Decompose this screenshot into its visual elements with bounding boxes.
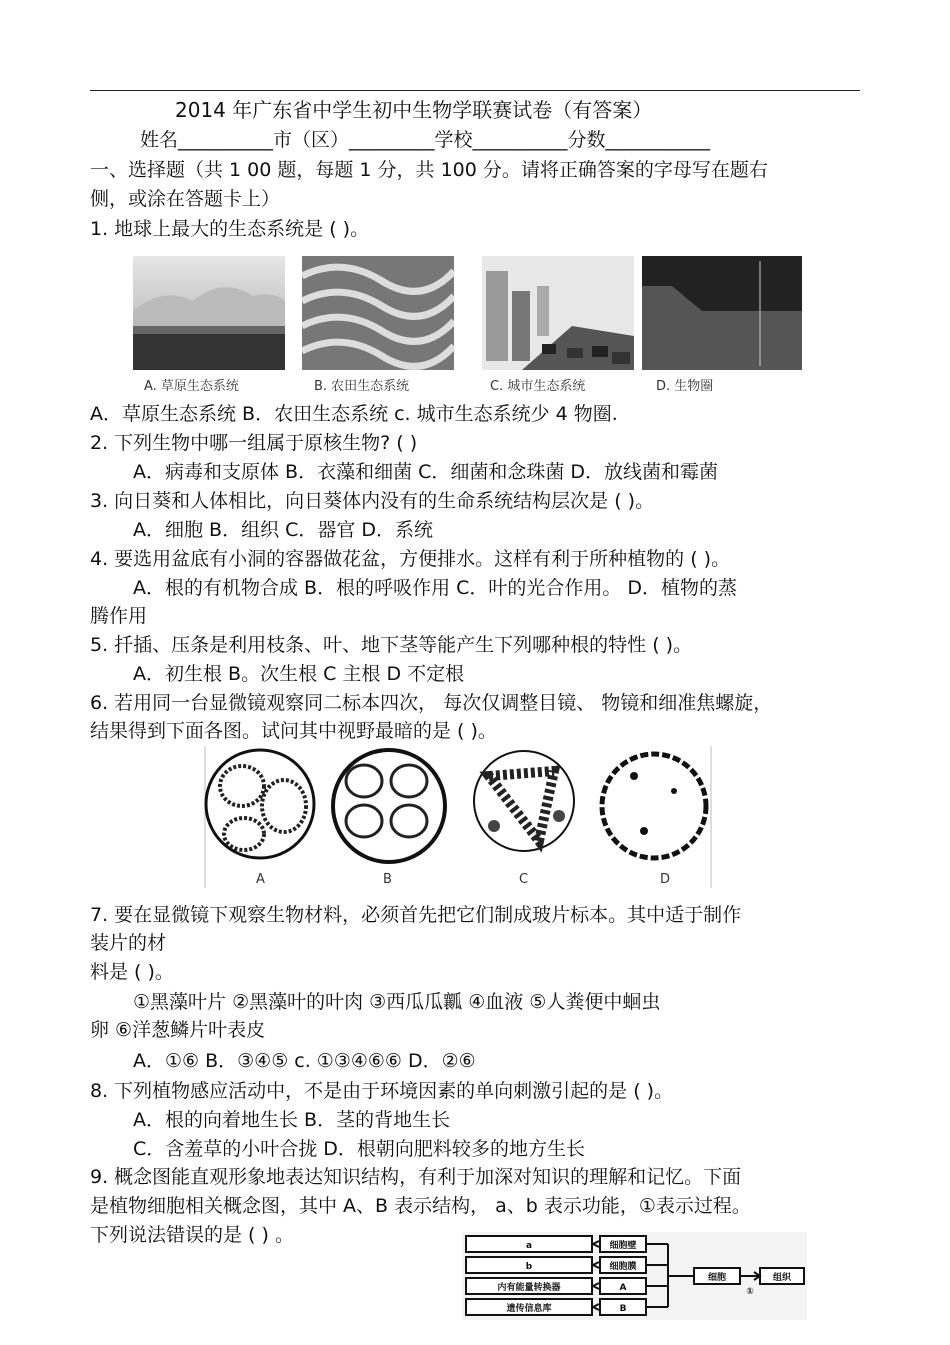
question-3: 3. 向日葵和人体相比，向日葵体内没有的生命系统结构层次是 ( )。 [90, 490, 655, 512]
section-header-line2: 侧，或涂在答题卡上） [90, 188, 281, 210]
field-label-b: B [383, 872, 392, 887]
question-9-line1: 9. 概念图能直观形象地表达知识结构，有利于加深对知识的理解和记忆。下面 [90, 1166, 742, 1188]
field-a [206, 750, 314, 858]
photo-caption-b: B. 农田生态系统 [314, 379, 410, 394]
question-6-line1: 6. 若用同一台显微镜观察同二标本四次， 每次仅调整目镜、 物镜和细准焦螺旋， [90, 692, 773, 714]
question-4: 4. 要选用盆底有小洞的容器做花盆，方便排水。这样有利于所种植物的 ( )。 [90, 548, 731, 570]
question-7-items: ①黑藻叶片 ②黑藻叶的叶肉 ③西瓜瓜瓤 ④血液 ⑤人粪便中蛔虫 [133, 991, 661, 1013]
box-genetic-library: 遗传信息库 [506, 1304, 552, 1314]
question-9-line3: 下列说法错误的是 ( ) 。 [90, 1224, 294, 1246]
question-7-items-cont: 卵 ⑥洋葱鳞片叶表皮 [90, 1019, 266, 1041]
field-d [602, 754, 706, 858]
question-4-options: A．根的有机物合成 B．根的呼吸作用 C．叶的光合作用。 D．植物的蒸 [133, 577, 738, 599]
photo-caption-a: A. 草原生态系统 [144, 379, 239, 394]
question-7-line1: 7. 要在显微镜下观察生物材料，必须首先把它们制成玻片标本。其中适于制作 [90, 904, 742, 926]
box-cell-membrane: 细胞膜 [609, 1262, 637, 1272]
question-7-line2: 装片的材 [90, 932, 167, 954]
top-rule [90, 90, 860, 91]
question-2-options: A．病毒和支原体 B．衣藻和细菌 C．细菌和念珠菌 D．放线菌和霉菌 [133, 461, 719, 483]
question-5-options: A．初生根 B。次生根 C 主根 D 不定根 [133, 663, 465, 685]
field-c [474, 751, 574, 851]
question-1: 1. 地球上最大的生态系统是 ( )。 [90, 218, 370, 240]
photo-caption-d: D. 生物圈 [656, 379, 714, 394]
grassland-photo [133, 256, 285, 394]
box-a: a [525, 1241, 533, 1251]
question-6-line2: 结果得到下面各图。试问其中视野最暗的是 ( )。 [90, 720, 497, 742]
box-structure-b: B [619, 1304, 627, 1314]
photo-caption-c: C. 城市生态系统 [490, 379, 586, 394]
question-2: 2. 下列生物中哪一组属于原核生物? ( ) [90, 432, 418, 454]
box-cell: 细胞 [707, 1273, 727, 1283]
microscope-fields-figure [204, 746, 712, 888]
page-title: 2014 年广东省中学生初中生物学联赛试卷（有答案） [175, 98, 653, 122]
biosphere-diagram [642, 256, 802, 394]
process-marker: ① [746, 1287, 754, 1297]
box-structure-a: A [619, 1283, 627, 1293]
field-b [333, 750, 445, 862]
question-8-options-a: A．根的向着地生长 B．茎的背地生长 [133, 1109, 451, 1131]
question-7-line3: 料是 ( )。 [90, 961, 174, 983]
question-8-options-b: C．含羞草的小叶合拢 D．根朝向肥料较多的地方生长 [133, 1138, 585, 1160]
city-street-photo [482, 256, 634, 394]
box-cell-wall: 细胞壁 [609, 1241, 637, 1251]
section-header-line1: 一、选择题（共 1 00 题，每题 1 分，共 100 分。请将正确答案的字母写在题右 [90, 159, 768, 181]
field-label-c: C [519, 872, 529, 887]
question-1-options: A．草原生态系统 B．农田生态系统 c. 城市生态系统少 4 物圈. [90, 403, 618, 425]
question-7-options: A．①⑥ B．③④⑤ c. ①③④⑥⑥ D．②⑥ [133, 1050, 476, 1072]
question-9-line2: 是植物细胞相关概念图，其中 A、B 表示结构， a、b 表示功能，①表示过程。 [90, 1195, 751, 1217]
question-4-options-cont: 腾作用 [90, 605, 148, 627]
box-tissue: 组织 [772, 1273, 792, 1283]
field-label-a: A [256, 872, 265, 887]
field-label-d: D [660, 872, 671, 887]
concept-map [462, 1232, 807, 1320]
question-3-options: A．细胞 B．组织 C．器官 D．系统 [133, 519, 434, 541]
question-8: 8. 下列植物感应活动中，不是由于环境因素的单向刺激引起的是 ( )。 [90, 1080, 674, 1102]
box-b: b [525, 1262, 533, 1272]
student-info-line: 姓名__________市（区）_________学校__________分数___________ [140, 129, 711, 151]
question-5: 5. 扦插、压条是利用枝条、叶、地下茎等能产生下列哪种根的特性 ( )。 [90, 634, 693, 656]
terrace-farmland-photo [302, 256, 454, 394]
box-energy-converter: 内有能量转换器 [497, 1283, 561, 1293]
